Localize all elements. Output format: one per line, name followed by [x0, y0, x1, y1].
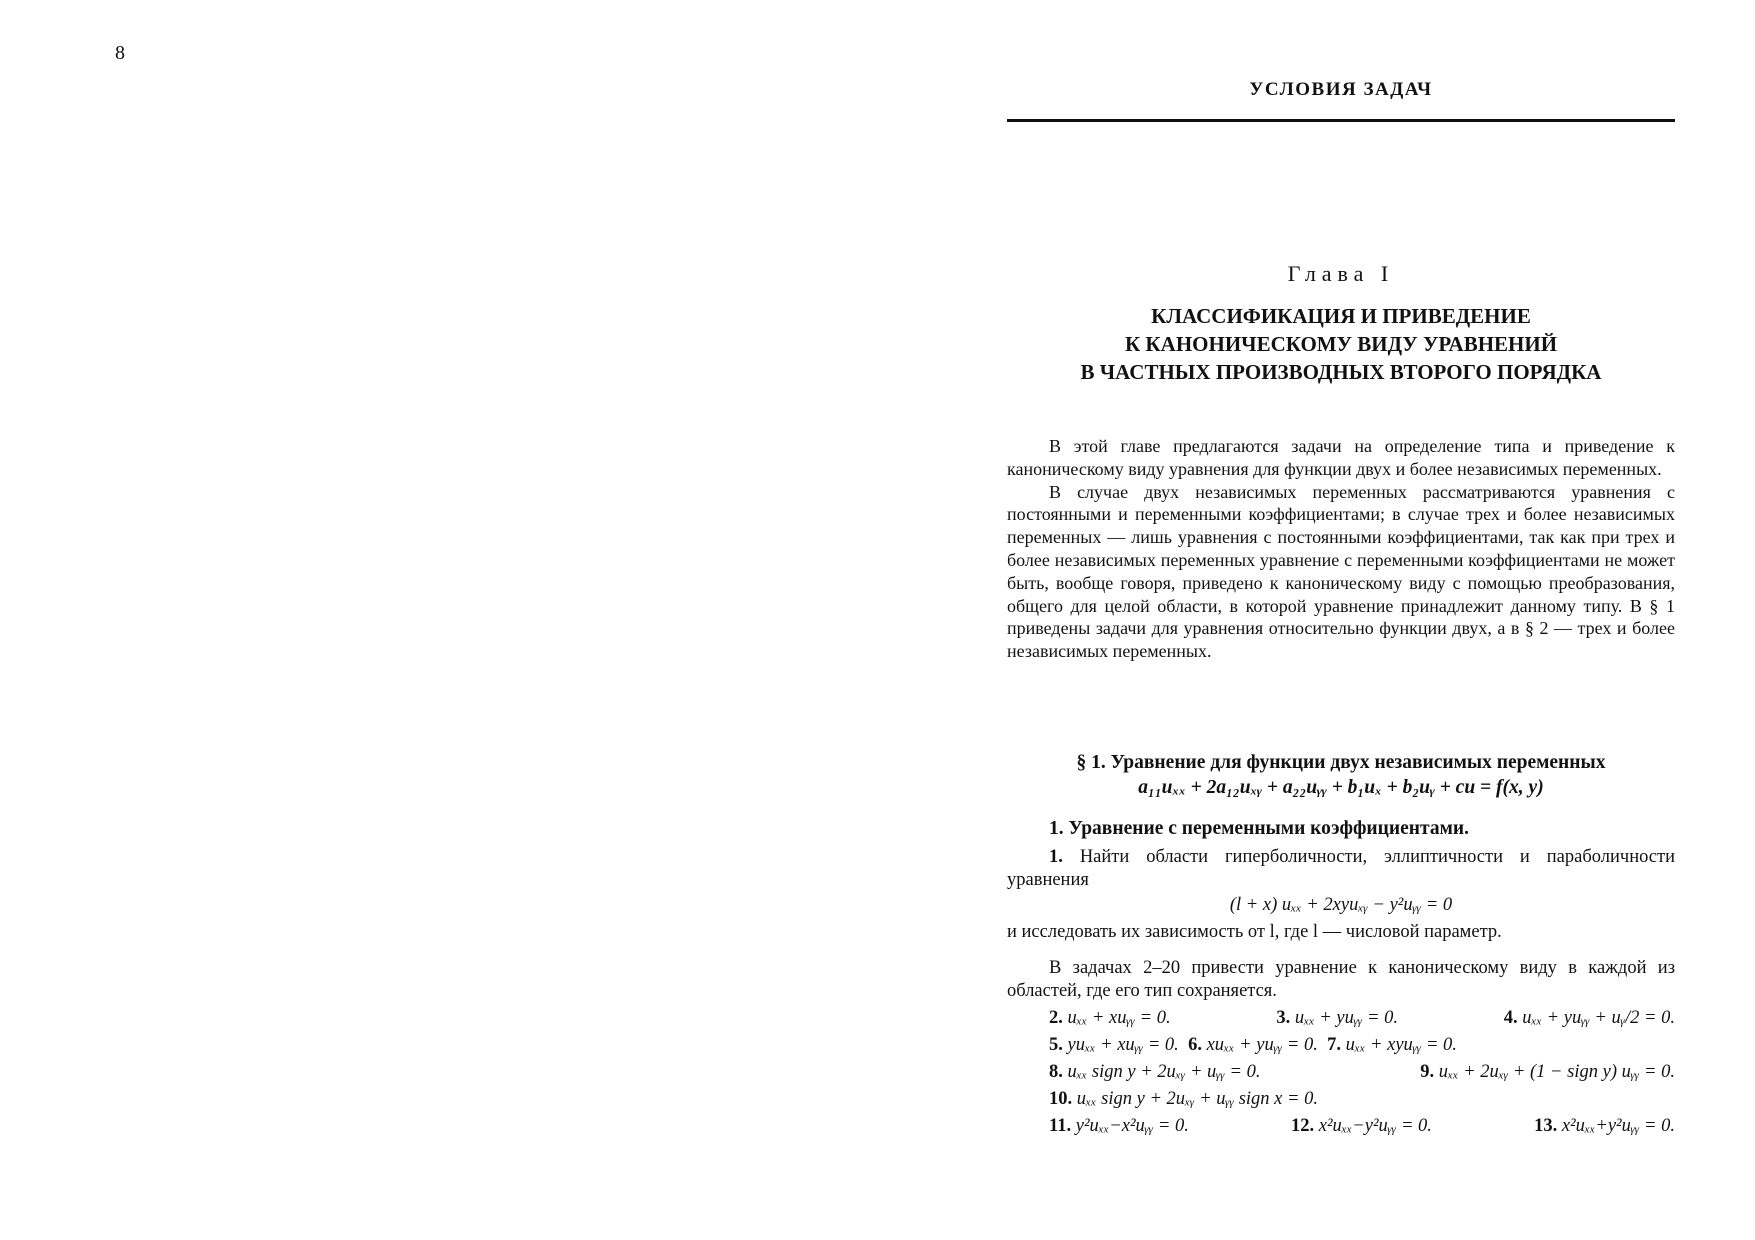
problem-1-statement: [1007, 846, 1675, 892]
problem-1-after: и исследовать их зависимость от l, где l — числовой параметр.: [1007, 922, 1502, 942]
problem-item: 2. uₓₓ + xuᵧᵧ = 0.: [1049, 1008, 1171, 1028]
problem-item: 13. x²uₓₓ+y²uᵧᵧ = 0.: [1534, 1116, 1675, 1136]
chapter-title: [1007, 302, 1675, 386]
problem-1: [1007, 846, 1675, 944]
intro-paragraph: В случае двух независимых переменных рассматриваются уравнения с постоянными и переменными коэффициентами; в случае трех и более независимых переменных — лишь уравнения с постоянными коэффициентами, так как при трех и более независимых переменных уравнение с переменными коэффициентами не может быть, вообще говоря, приведено к каноническому виду с помощью преобразования, общего для целой области, в которой уравнение принадлежит данному типу. В § 1 приведены задачи для уравнения относительно функции двух, а в § 2 — трех и более независимых переменных.: [1007, 481, 1675, 662]
problem-item: 3. uₓₓ + yuᵧᵧ = 0.: [1276, 1008, 1398, 1028]
intro-paragraph: В этой главе предлагаются задачи на определение типа и приведение к каноническому виду уравнения для функции двух и более независимых переменных.: [1007, 436, 1675, 479]
chapter-label: Глава I: [1287, 261, 1395, 286]
problem-item: 12. x²uₓₓ−y²uᵧᵧ = 0.: [1291, 1116, 1432, 1136]
problems-intro: В задачах 2–20 привести уравнение к каноническому виду в каждой из областей, где его тип сохраняется.: [1007, 958, 1675, 1001]
problem-item: 5. yuₓₓ + xuᵧᵧ = 0.: [1049, 1035, 1179, 1055]
section-formula: a₁₁uₓₓ + 2a₁₂uₓᵧ + a₂₂uᵧᵧ + b₁uₓ + b₂uᵧ + cu = f(x, y): [1138, 777, 1544, 798]
right-page: [1007, 0, 1675, 1240]
problem-number: 1.: [1049, 847, 1063, 867]
problem-line: [1049, 1059, 1675, 1086]
problem-item: 10. uₓₓ sign y + 2uₓᵧ + uᵧᵧ sign x = 0.: [1049, 1089, 1318, 1109]
chapter-title-line: КЛАССИФИКАЦИЯ И ПРИВЕДЕНИЕ: [1151, 304, 1531, 328]
section-heading: § 1. Уравнение для функции двух независимых переменных: [1076, 752, 1606, 773]
problem-item: 8. uₓₓ sign y + 2uₓᵧ + uᵧᵧ = 0.: [1049, 1062, 1261, 1082]
header-rule: [1007, 119, 1675, 122]
problem-1-equation: (l + x) uₓₓ + 2xyuₓᵧ − y²uᵧᵧ = 0: [1229, 895, 1453, 915]
chapter-title-line: В ЧАСТНЫХ ПРОИЗВОДНЫХ ВТОРОГО ПОРЯДКА: [1080, 360, 1602, 384]
problem-list: [1049, 1005, 1675, 1140]
section-title: [1007, 750, 1675, 800]
problem-item: 4. uₓₓ + yuᵧᵧ + uᵧ/2 = 0.: [1503, 1008, 1675, 1028]
page-number: 8: [115, 42, 125, 64]
problem-item: 11. y²uₓₓ−x²uᵧᵧ = 0.: [1049, 1116, 1189, 1136]
problem-item: 6. xuₓₓ + yuᵧᵧ = 0.: [1188, 1035, 1318, 1055]
chapter-intro: [1007, 435, 1675, 663]
problem-item: 7. uₓₓ + xyuᵧᵧ = 0.: [1327, 1035, 1457, 1055]
problem-line: [1049, 1032, 1675, 1059]
problem-line: [1049, 1086, 1675, 1113]
problem-line: [1049, 1005, 1675, 1032]
problem-1-text: Найти области гиперболичности, эллиптичности и параболичности уравнения: [1007, 847, 1675, 890]
problem-line: [1049, 1113, 1675, 1140]
problem-item: 9. uₓₓ + 2uₓᵧ + (1 − sign y) uᵧᵧ = 0.: [1420, 1062, 1675, 1082]
subsection-title: 1. Уравнение с переменными коэффициентами.: [1049, 818, 1469, 839]
chapter-title-line: К КАНОНИЧЕСКОМУ ВИДУ УРАВНЕНИЙ: [1124, 332, 1558, 356]
running-header: УСЛОВИЯ ЗАДАЧ: [1249, 79, 1433, 100]
